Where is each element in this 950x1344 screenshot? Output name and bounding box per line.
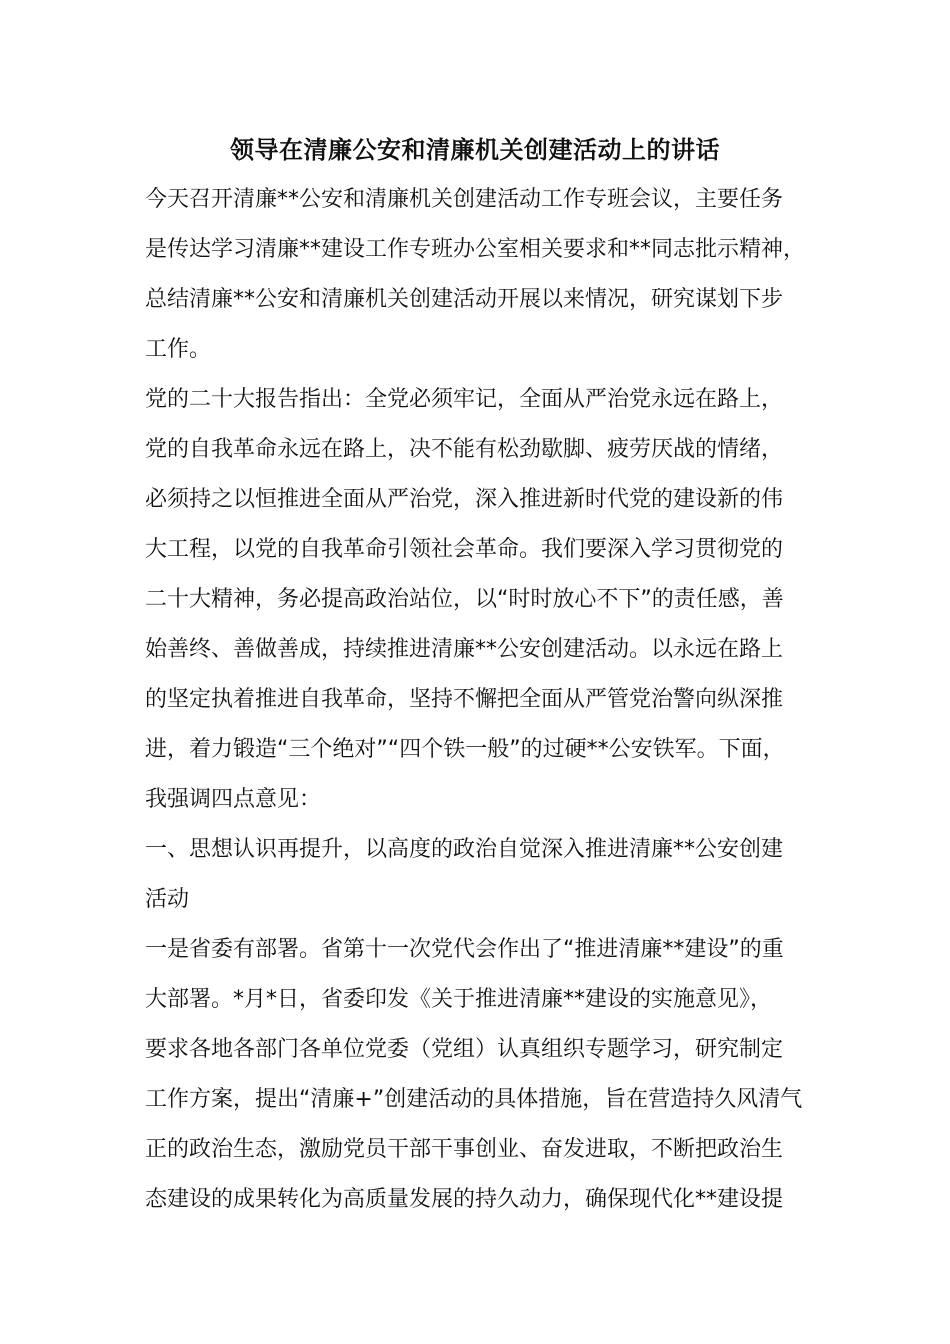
- body-line-21: 态建设的成果转化为高质量发展的持久动力，确保现代化**建设提: [145, 1187, 784, 1212]
- section-heading-line-2: 活动: [145, 887, 190, 912]
- body-line-20: 正的政治生态，激励党员干部干事创业、奋发进取，不断把政治生: [145, 1137, 784, 1162]
- body-line-9: 二十大精神，务必提高政治站位，以“时时放心不下”的责任感，善: [145, 587, 784, 612]
- body-line-11: 的坚定执着推进自我革命，坚持不懈把全面从严管党治警向纵深推: [145, 687, 784, 712]
- body-line-2: 是传达学习清廉**建设工作专班办公室相关要求和**同志批示精神，: [145, 237, 806, 262]
- body-line-5: 党的二十大报告指出：全党必须牢记，全面从严治党永远在路上，: [145, 387, 784, 412]
- section-heading-line-1: 一、思想认识再提升，以高度的政治自觉深入推进清廉**公安创建: [145, 837, 784, 862]
- body-line-13: 我强调四点意见：: [145, 787, 322, 812]
- body-line-12: 进，着力锻造“三个绝对”“四个铁一般”的过硬**公安铁军。下面，: [145, 737, 785, 762]
- body-line-1: 今天召开清廉**公安和清廉机关创建活动工作专班会议，主要任务: [145, 187, 784, 212]
- body-line-17: 大部署。*月*日，省委印发《关于推进清廉**建设的实施意见》，: [145, 987, 773, 1012]
- body-line-19: 工作方案，提出“清廉+”创建活动的具体措施，旨在营造持久风清气: [145, 1087, 803, 1112]
- body-line-6: 党的自我革命永远在路上，决不能有松劲歇脚、疲劳厌战的情绪，: [145, 437, 784, 462]
- body-line-8: 大工程，以党的自我革命引领社会革命。我们要深入学习贯彻党的: [145, 537, 784, 562]
- body-line-3: 总结清廉**公安和清廉机关创建活动开展以来情况，研究谋划下步: [145, 287, 784, 312]
- body-line-16: 一是省委有部署。省第十一次党代会作出了“推进清廉**建设”的重: [145, 937, 784, 962]
- body-line-4: 工作。: [145, 337, 212, 362]
- body-line-10: 始善终、善做善成，持续推进清廉**公安创建活动。以永远在路上: [145, 637, 784, 662]
- body-line-18: 要求各地各部门各单位党委（党组）认真组织专题学习，研究制定: [145, 1037, 784, 1062]
- document-title: 领导在清廉公安和清廉机关创建活动上的讲话: [230, 136, 720, 164]
- body-line-7: 必须持之以恒推进全面从严治党，深入推进新时代党的建设新的伟: [145, 487, 784, 512]
